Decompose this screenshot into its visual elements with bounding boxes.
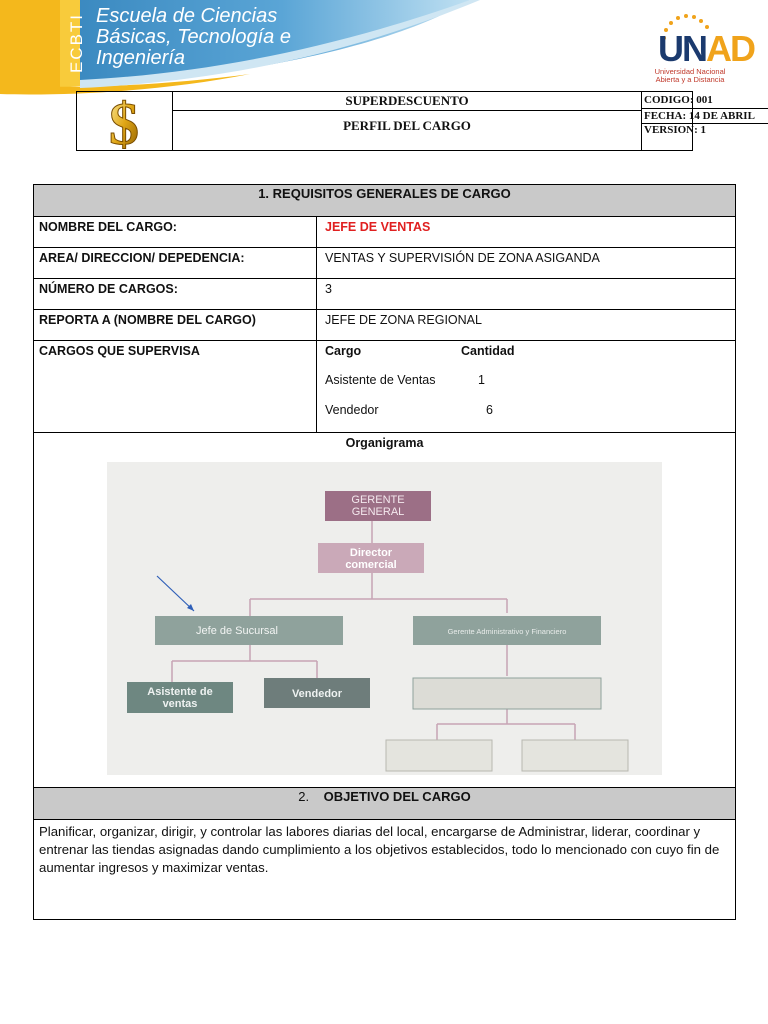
unad-logo — [640, 14, 752, 86]
logo-subtitle-1: Universidad Nacional — [654, 67, 726, 76]
row-value: JEFE DE ZONA REGIONAL — [325, 313, 482, 327]
row-job-name — [34, 217, 735, 248]
section-1-title: 1. REQUISITOS GENERALES DE CARGO — [258, 186, 511, 201]
pointer-arrow-icon — [157, 576, 194, 611]
row-label: NOMBRE DEL CARGO: — [34, 217, 317, 247]
logo-ad: AD — [706, 28, 754, 69]
job-name-value: JEFE DE VENTAS — [325, 220, 431, 234]
org-node-asistente-ventas — [127, 682, 233, 713]
section-2-header — [34, 788, 735, 820]
org-node-director-comercial — [318, 543, 424, 573]
company-name: SUPERDESCUENTO — [173, 92, 642, 111]
asistente-line-2: ventas — [162, 698, 198, 710]
document-title: PERFIL DEL CARGO — [173, 111, 642, 150]
school-line-1: Escuela de Ciencias — [96, 5, 278, 27]
org-chart — [107, 462, 662, 775]
job-profile-table — [33, 184, 736, 920]
col-cargo-header: Cargo — [325, 344, 362, 358]
row-label: REPORTA A (NOMBRE DEL CARGO) — [34, 310, 317, 340]
row-label: CARGOS QUE SUPERVISA — [34, 341, 317, 432]
org-node-gerente-administrativo — [413, 616, 601, 645]
row-label: AREA/ DIRECCION/ DEPEDENCIA: — [34, 248, 317, 278]
institution-banner — [0, 0, 768, 96]
acronym-vertical — [66, 2, 88, 84]
asistente-line-1: Asistente de — [147, 686, 213, 698]
row-value: 3 — [325, 282, 332, 296]
svg-text:$: $ — [109, 92, 139, 150]
section-1-header — [34, 185, 735, 217]
supervises-cell — [317, 341, 735, 432]
director-line-2: comercial — [345, 559, 397, 571]
gerente-line-2: GENERAL — [351, 506, 405, 518]
logo-subtitle-2: Abierta y a Distancia — [655, 75, 725, 84]
supervised-cargo: Vendedor — [325, 403, 379, 417]
document-code: CODIGO: 001 — [642, 92, 768, 109]
row-value: VENTAS Y SUPERVISIÓN DE ZONA ASIGANDA — [325, 251, 600, 265]
logo-subtitle — [640, 68, 740, 84]
org-chart-title: Organigrama — [345, 436, 424, 450]
supervised-cantidad: 1 — [478, 373, 485, 387]
dollar-sign-icon — [77, 92, 172, 150]
school-name — [96, 6, 291, 69]
school-line-3: Ingeniería — [96, 47, 185, 69]
org-node-empty — [413, 678, 601, 709]
row-reports-to — [34, 310, 735, 341]
section-2-number: 2. — [298, 789, 310, 804]
org-node-empty — [386, 740, 492, 771]
org-node-gerente-general — [325, 491, 431, 521]
row-area — [34, 248, 735, 279]
logo-un: UN — [658, 28, 706, 69]
document-date: FECHA: 14 DE ABRIL — [642, 109, 768, 124]
objective-text: Planificar, organizar, dirigir, y controlar las labores diarias del local, encargarse de Administrar, liderar, coordinar y entrenar las tiendas asignadas dando cumplimiento a los objetivos establecidos, todo lo mencionado con cuyo fin de aumentar ingresos y maximizar ventas. — [39, 824, 720, 875]
row-label: NÚMERO DE CARGOS: — [34, 279, 317, 309]
logo-wordmark — [658, 28, 754, 70]
section-2-title: OBJETIVO DEL CARGO — [323, 789, 471, 804]
org-node-empty — [522, 740, 628, 771]
col-cantidad-header: Cantidad — [461, 344, 515, 358]
director-line-1: Director — [349, 547, 393, 559]
document-version: VERSION: 1 — [644, 124, 707, 136]
acronym-text: ECBTI — [67, 12, 86, 74]
objective-row — [34, 820, 735, 919]
company-logo-cell — [77, 92, 173, 150]
row-supervises — [34, 341, 735, 433]
supervised-cargo: Asistente de Ventas — [325, 373, 436, 387]
org-node-jefe-sucursal — [155, 616, 343, 645]
gerente-line-1: GERENTE — [351, 494, 405, 506]
school-line-2: Básicas, Tecnología e — [96, 26, 291, 48]
vendedor-label: Vendedor — [291, 688, 343, 700]
document-header — [76, 91, 755, 151]
org-node-vendedor — [264, 678, 370, 708]
admin-label: Gerente Administrativo y Financiero — [447, 627, 567, 636]
row-count — [34, 279, 735, 310]
supervised-cantidad: 6 — [486, 403, 493, 417]
org-chart-diagram — [107, 462, 662, 775]
jefe-label: Jefe de Sucursal — [196, 625, 278, 637]
